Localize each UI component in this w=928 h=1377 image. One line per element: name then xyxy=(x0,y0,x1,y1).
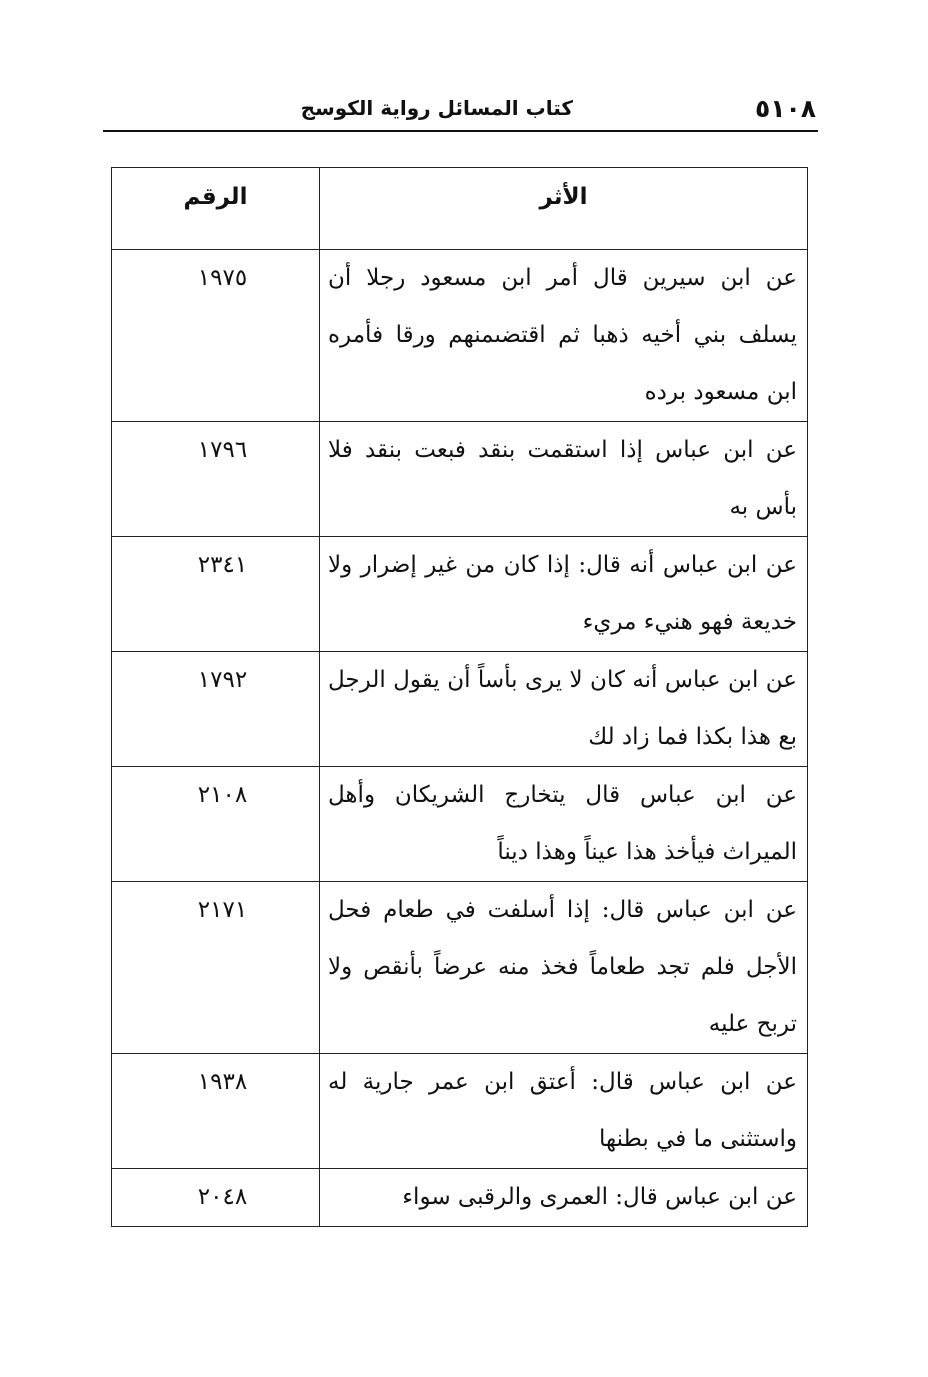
table-row xyxy=(112,422,808,537)
table-row xyxy=(112,250,808,422)
row-text: عن ابن عباس قال: إذا أسلفت في طعام فحل الأجل فلم تجد طعاماً فخذ منه عرضاً بأنقص ولا تربح عليه xyxy=(320,882,808,1054)
table-row xyxy=(112,652,808,767)
row-number-value: ٢١٠٨ xyxy=(197,782,248,808)
row-number-value: ١٩٧٥ xyxy=(197,265,248,291)
row-text: عن ابن سيرين قال أمر ابن مسعود رجلا أن يسلف بني أخيه ذهبا ثم اقتضىمنهم ورقا فأمره ابن مسعود برده xyxy=(320,250,808,422)
table-row xyxy=(112,537,808,652)
row-number-value: ١٧٩٦ xyxy=(197,437,248,463)
row-number xyxy=(112,537,320,652)
row-number xyxy=(112,1169,320,1227)
row-number xyxy=(112,1054,320,1169)
row-number xyxy=(112,652,320,767)
table-row xyxy=(112,882,808,1054)
row-number xyxy=(112,422,320,537)
row-number-value: ٢٠٤٨ xyxy=(197,1184,248,1210)
row-text: عن ابن عباس أنه قال: إذا كان من غير إضرار ولا خديعة فهو هنيء مريء xyxy=(320,537,808,652)
row-text: عن ابن عباس قال يتخارج الشريكان وأهل الميراث فيأخذ هذا عيناً وهذا ديناً xyxy=(320,767,808,882)
row-number xyxy=(112,767,320,882)
table-header-row xyxy=(112,168,808,250)
header-rule xyxy=(103,130,818,132)
column-header-text: الأثر xyxy=(320,168,808,250)
row-text: عن ابن عباس قال: أعتق ابن عمر جارية له واستثنى ما في بطنها xyxy=(320,1054,808,1169)
table-row xyxy=(112,1054,808,1169)
book-title: كتاب المسائل رواية الكوسج xyxy=(300,96,573,120)
row-number-value: ١٩٣٨ xyxy=(197,1069,248,1095)
row-text: عن ابن عباس قال: العمرى والرقبى سواء xyxy=(320,1169,808,1227)
row-number-value: ١٧٩٢ xyxy=(197,667,248,693)
row-number xyxy=(112,882,320,1054)
table-row xyxy=(112,1169,808,1227)
row-text: عن ابن عباس إذا استقمت بنقد فبعت بنقد فلا بأس به xyxy=(320,422,808,537)
column-header-number: الرقم xyxy=(112,168,320,250)
row-text: عن ابن عباس أنه كان لا يرى بأساً أن يقول الرجل بع هذا بكذا فما زاد لك xyxy=(320,652,808,767)
row-number-value: ٢١٧١ xyxy=(197,897,248,923)
records-table xyxy=(111,167,808,1227)
table-row xyxy=(112,767,808,882)
page-number: ٥١٠٨ xyxy=(754,94,816,123)
row-number xyxy=(112,250,320,422)
page-header xyxy=(103,88,818,132)
row-number-value: ٢٣٤١ xyxy=(197,552,248,578)
